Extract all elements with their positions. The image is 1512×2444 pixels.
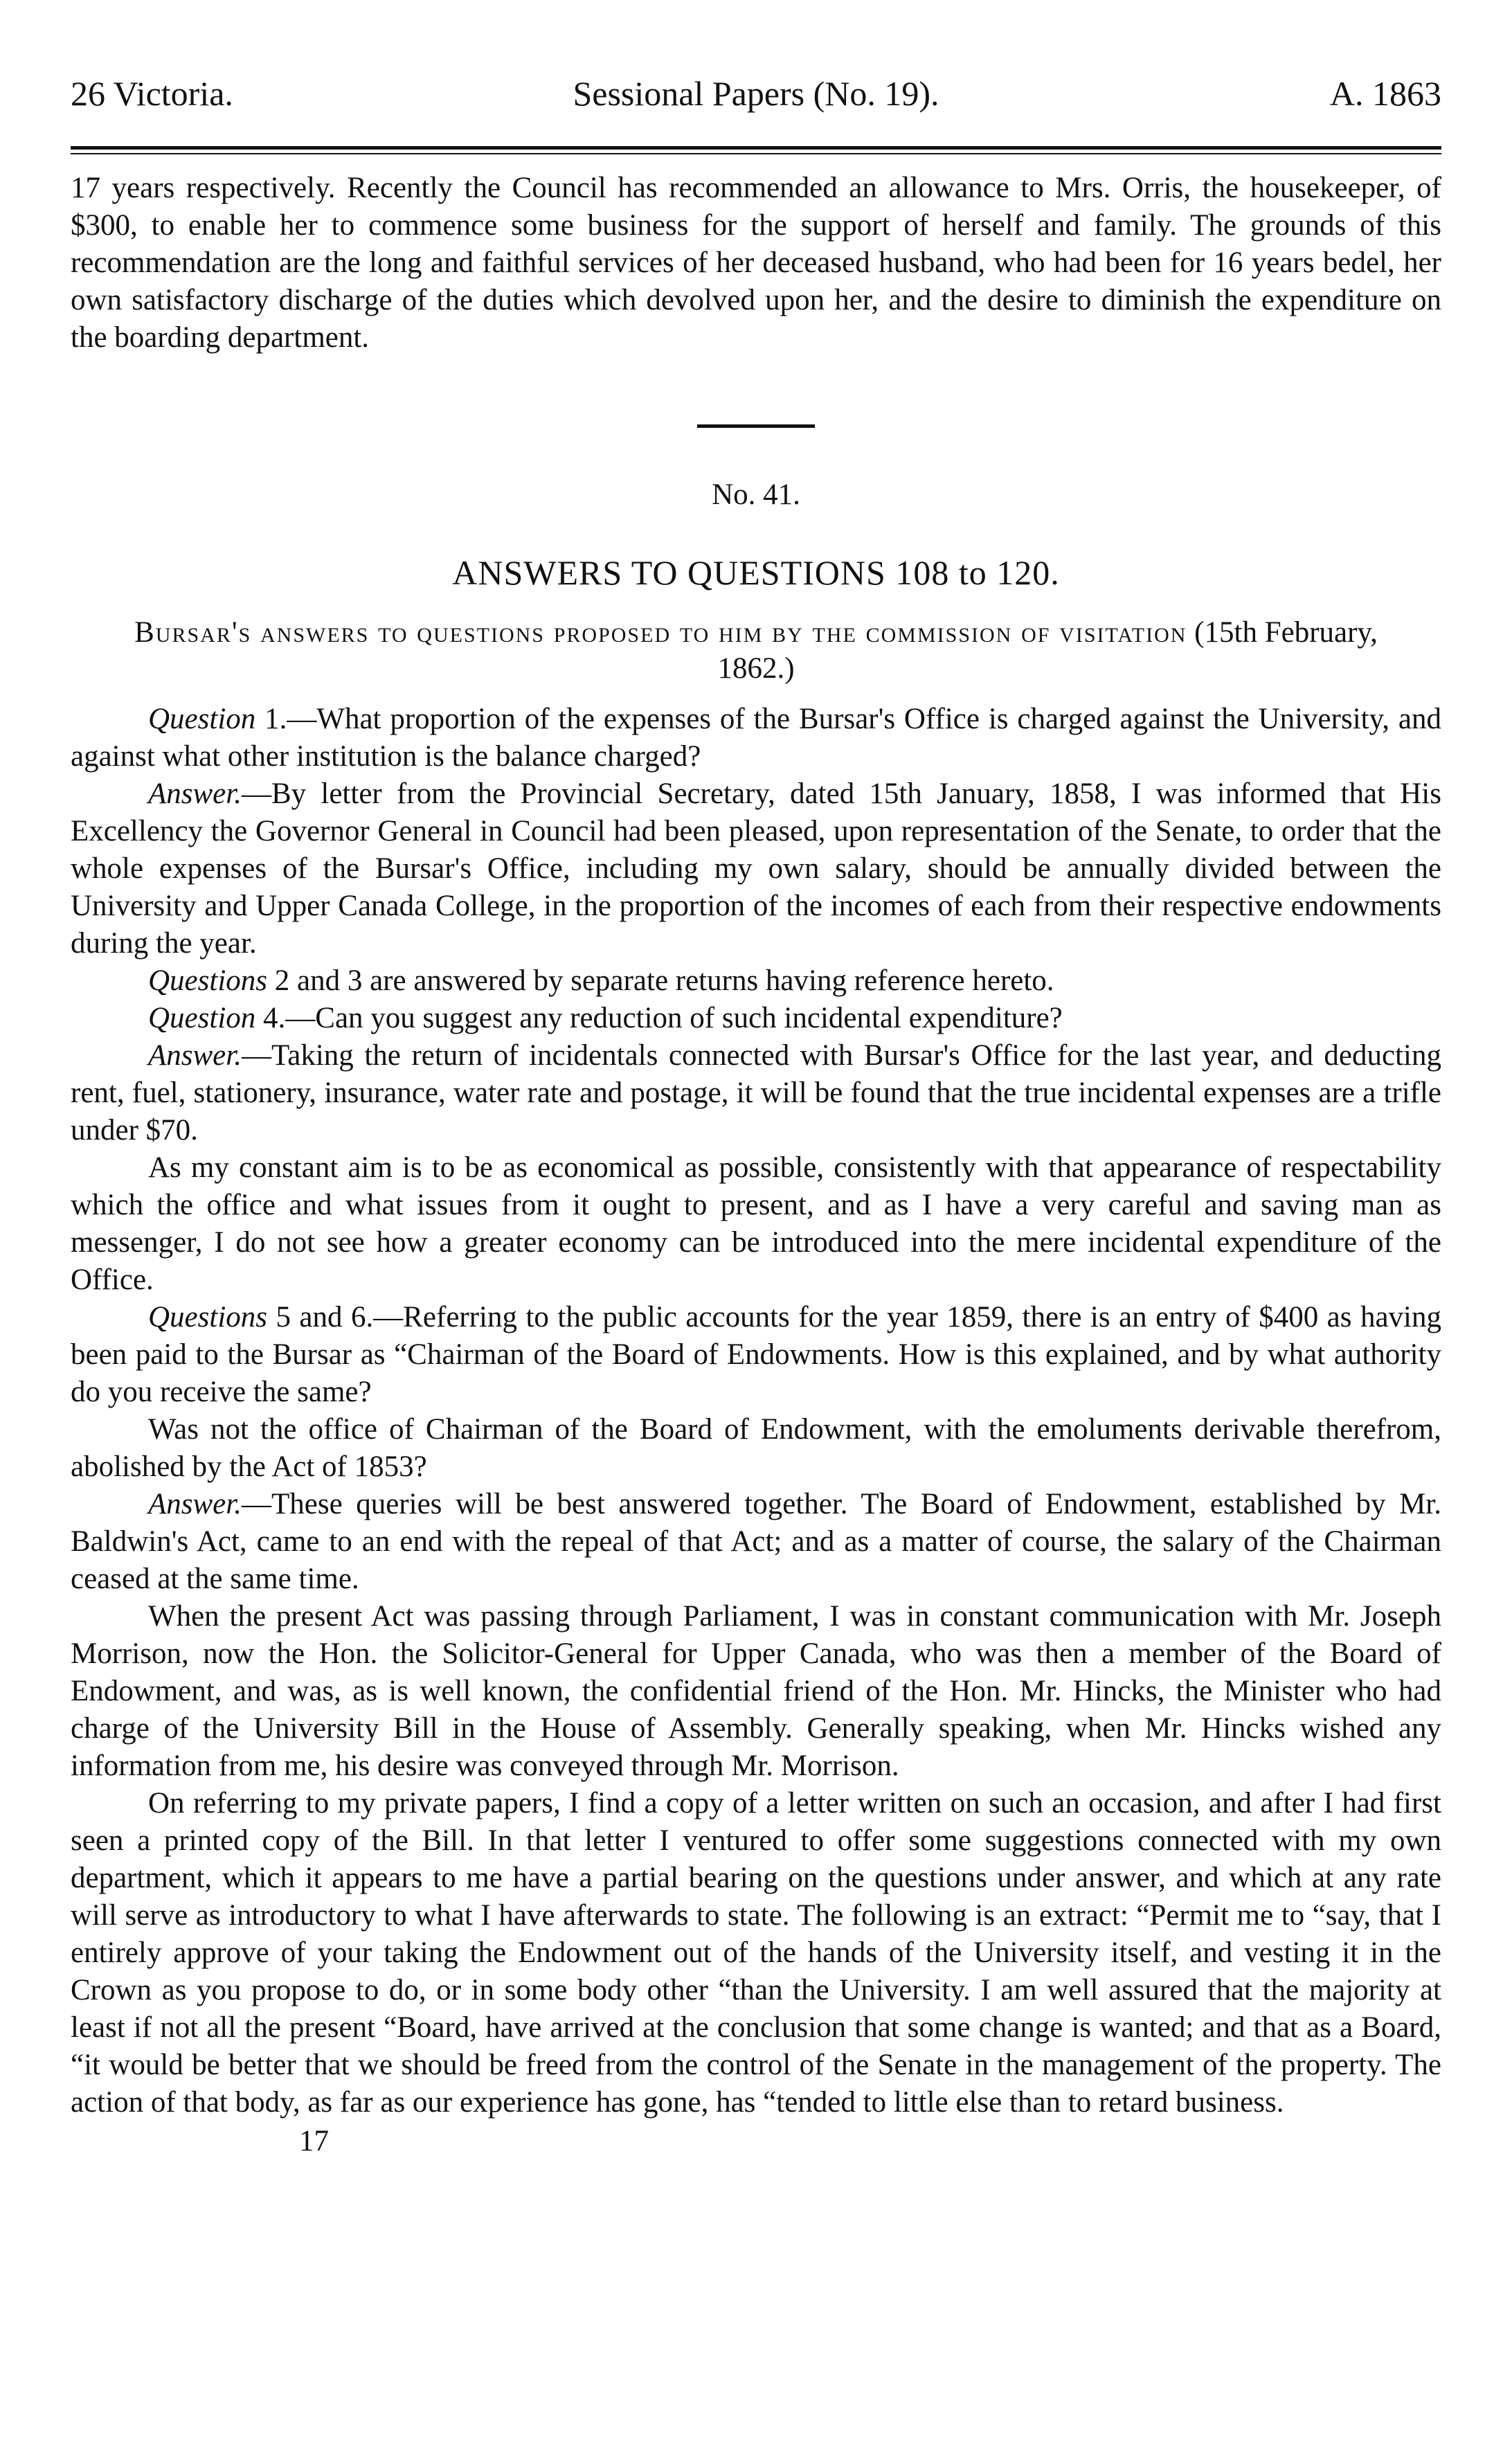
- header-rule: [71, 146, 1441, 150]
- intro-paragraph: 17 years respectively. Recently the Council has recommended an allowance to Mrs. Orris, the housekeeper, of $300, to enable her to commence some business for the support of herself and family. The grounds of this recommendation are the long and faithful services of her deceased husband, who had been for 16 years bedel, her own satisfactory discharge of the duties which devolved upon her, and the desire to diminish the expenditure on the boarding department.: [71, 172, 1441, 354]
- header-rule-thin: [71, 153, 1441, 154]
- paragraph: [71, 1486, 1441, 1598]
- running-head-center: Sessional Papers (No. 19).: [573, 74, 939, 113]
- paragraph: [71, 701, 1441, 775]
- paragraph-text: On referring to my private papers, I find a copy of a letter written on such an occasion, and after I had first seen a printed copy of the Bill. In that letter I ventured to offer some suggestions connected with my own department, which it appears to me have a partial bearing on the questions under answer, and which at any rate will serve as introductory to what I have afterwards to state. The following is an extract: “Permit me to “say, that I entirely approve of your taking the Endowment out of the hands of the University itself, and vesting it in the Crown as you propose to do, or in some body other “than the University. I am well assured that the majority at least if not all the present “Board, have arrived at the conclusion that some change is wanted; and that as a Board, “it would be better that we should be freed from the control of the Senate in the management of the property. The action of that body, as far as our experience has gone, has “tended to little else than to retard business.: [71, 1787, 1441, 2119]
- paragraph-text: When the present Act was passing through Parliament, I was in constant communication with Mr. Joseph Morrison, now the Hon. the Solicitor-General for Upper Canada, who was then a member of the Board of Endowment, and was, as is well known, the confidential friend of the Hon. Mr. Hincks, the Minister who had charge of the University Bill in the House of Assembly. Generally speaking, when Mr. Hincks wished any information from me, his desire was conveyed through Mr. Morrison.: [71, 1600, 1441, 1782]
- section-divider: [697, 424, 815, 428]
- paragraph: [71, 1299, 1441, 1411]
- document-page: [71, 66, 1441, 2158]
- paragraph-label: Answer.: [148, 778, 242, 810]
- paragraph: [71, 1037, 1441, 1149]
- running-head-right: A. 1863: [1329, 74, 1441, 113]
- section-title: ANSWERS TO QUESTIONS 108 to 120.: [452, 553, 1060, 592]
- qa-body: [71, 701, 1441, 2121]
- paragraph: [71, 1598, 1441, 1785]
- paragraph: [71, 775, 1441, 962]
- paragraph-label: Questions: [148, 964, 267, 997]
- paragraph-text: —Taking the return of incidentals connected with Bursar's Office for the last year, and deducting rent, fuel, stationery, insurance, water rate and postage, it will be found that the true incidental expenses are a trifle under $70.: [71, 1039, 1441, 1147]
- paragraph-text: —By letter from the Provincial Secretary, dated 15th January, 1858, I was informed that His Excellency the Governor General in Council had been pleased, upon representation of the Senate, to order that the whole expenses of the Bursar's Office, including my own salary, should be annually divided between the University and Upper Canada College, in the proportion of the incomes of each from their respective endowments during the year.: [71, 778, 1441, 960]
- paragraph-text: As my constant aim is to be as economical as possible, consistently with that appearance of respectability which the office and what issues from it ought to present, and as I have a very careful and saving man as messenger, I do not see how a greater economy can be introduced into the mere incidental expenditure of the Office.: [71, 1151, 1441, 1296]
- subtitle-caps: Bursar's answers to questions proposed to him by the commission of visitation: [134, 616, 1187, 649]
- paragraph: [71, 962, 1441, 1000]
- paragraph-label: Question: [148, 703, 256, 735]
- paragraph-text: 1.—What proportion of the expenses of the Bursar's Office is charged against the University, and against what other institution is the balance charged?: [71, 703, 1441, 773]
- section-number: No. 41.: [712, 478, 800, 511]
- paragraph-text: —These queries will be best answered together. The Board of Endowment, established by Mr. Baldwin's Act, came to an end with the repeal of that Act; and as a matter of course, the salary of the Chairman ceased at the same time.: [71, 1488, 1441, 1595]
- page-folio: 17: [299, 2125, 329, 2157]
- running-head-left: 26 Victoria.: [71, 74, 233, 113]
- paragraph-text: Was not the office of Chairman of the Board of Endowment, with the emoluments derivable therefrom, abolished by the Act of 1853?: [71, 1413, 1441, 1483]
- paragraph-label: Question: [148, 1002, 256, 1034]
- section-subtitle: [71, 615, 1441, 687]
- paragraph-label: Answer.: [148, 1488, 242, 1520]
- paragraph: [71, 1411, 1441, 1486]
- paragraph-text: 2 and 3 are answered by separate returns having reference hereto.: [267, 964, 1054, 997]
- paragraph-label: Questions: [148, 1301, 267, 1333]
- paragraph-text: 4.—Can you suggest any reduction of such incidental expenditure?: [255, 1002, 1063, 1034]
- running-head: [71, 66, 1441, 121]
- paragraph-text: 5 and 6.—Referring to the public accounts for the year 1859, there is an entry of $400 as having been paid to the Bursar as “Chairman of the Board of Endowments. How is this explained, and by what authority do you receive the same?: [71, 1301, 1441, 1408]
- intro-block: [71, 170, 1441, 357]
- paragraph: [71, 1149, 1441, 1299]
- subtitle-date: (15th February, 1862.): [717, 616, 1378, 685]
- paragraph: [71, 1000, 1441, 1037]
- paragraph-label: Answer.: [148, 1039, 242, 1072]
- paragraph: [71, 1785, 1441, 2121]
